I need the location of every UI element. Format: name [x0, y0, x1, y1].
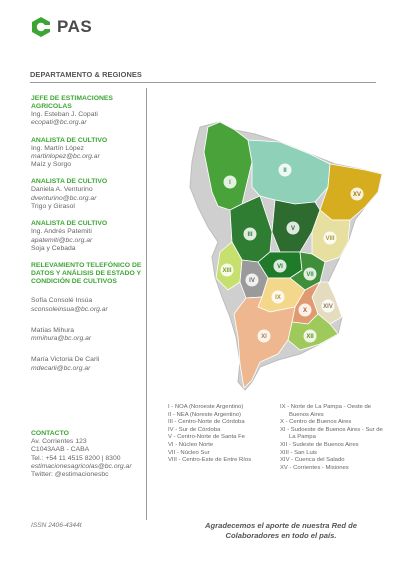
survey-name: Matías Mihura	[31, 326, 75, 334]
legend-item: XV - Corrientes - Misiones	[280, 464, 349, 471]
issn-label: ISSN 2406-4344t	[31, 522, 82, 529]
survey-name: Sofía Consolé Insúa	[31, 297, 93, 305]
legend-item: IV - Sur de Córdoba	[168, 426, 221, 433]
legend-item: XI - Sudoeste de Buenos Aires - Sur de	[280, 426, 383, 433]
survey-person	[31, 356, 143, 373]
contact-section	[31, 430, 143, 479]
contact-twitter[interactable]: Twitter: @estimacionesbc	[31, 471, 109, 479]
staff-role: RELEVAMIENTO TELEFÓNICO DE DATOS Y ANÁLISIS DE ESTADO Y CONDICIÓN DE CULTIVOS	[31, 262, 142, 286]
legend-column-1	[168, 404, 280, 472]
staff-block-analyst-1	[31, 137, 143, 170]
staff-block-analyst-3	[31, 220, 143, 253]
region-XI	[234, 297, 295, 388]
staff-role: ANALISTA DE CULTIVO	[31, 178, 108, 186]
region-label-VIII: VIII	[325, 236, 335, 242]
staff-block-chief	[31, 95, 143, 128]
legend-item: II - NEA (Noreste Argentino)	[168, 411, 242, 418]
legend-item: XIII - San Luis	[280, 449, 317, 456]
staff-name: Ing. Esteban J. Copati	[31, 111, 98, 118]
acknowledgement-text	[168, 521, 394, 541]
staff-email[interactable]: martinlopez@bc.org.ar	[31, 152, 100, 160]
staff-list	[31, 95, 143, 382]
survey-email[interactable]: mmihura@bc.org.ar	[31, 335, 92, 343]
region-label-XIII: XIII	[222, 268, 232, 274]
staff-block-survey	[31, 262, 143, 286]
contact-address: Av. Corrientes 123	[31, 438, 87, 445]
region-label-XI: XI	[261, 334, 267, 340]
region-label-XIV: XIV	[323, 304, 333, 310]
legend-item: Buenos Aires	[289, 411, 324, 418]
region-label-I: I	[229, 180, 231, 186]
staff-role: ANALISTA DE CULTIVO	[31, 136, 108, 144]
contact-phone: Tel.: +54 11 4515 8200 | 8300	[31, 454, 121, 462]
staff-crops: Soja y Cebada	[31, 244, 76, 252]
staff-name: Ing. Andrés Patemiti	[31, 228, 92, 236]
legend-item: X - Centro de Buenos Aires	[280, 419, 352, 426]
region-label-IX: IX	[275, 295, 281, 301]
acknowledgement-line-1: Agradecemos el aporte de nuestra Red de	[205, 521, 357, 530]
region-label-II: II	[283, 168, 287, 174]
legend-item: XIV - Cuenca del Salado	[280, 457, 345, 464]
region-label-VI: VI	[277, 264, 283, 270]
survey-email[interactable]: sconsoleinsua@bc.org.ar	[31, 305, 108, 313]
legend-item: VIII - Centro-Este de Entre Ríos	[168, 457, 252, 464]
section-title: DEPARTAMENTO & REGIONES	[30, 70, 142, 79]
contact-city: C1043AAB - CABA	[31, 446, 90, 454]
staff-crops: Trigo y Girasol	[31, 203, 75, 211]
contact-heading: CONTACTO	[31, 430, 69, 437]
regions-map	[160, 92, 395, 392]
staff-email[interactable]: dventurino@bc.org.ar	[31, 194, 97, 202]
legend-item: XII - Sudeste de Buenos Aires	[280, 441, 359, 448]
legend-item: IX - Norte de La Pampa - Oeste de	[280, 404, 372, 410]
region-label-III: III	[247, 232, 253, 238]
region-label-V: V	[290, 226, 296, 232]
brand-name: PAS	[57, 17, 93, 36]
pas-logo	[30, 16, 92, 38]
legend-column-2	[280, 404, 398, 472]
region-label-XII: XII	[306, 334, 314, 340]
legend-item: V - Centro-Norte de Santa Fe	[168, 434, 245, 441]
legend-item: III - Centro-Norte de Córdoba	[168, 419, 245, 426]
legend-item: VI - Núcleo Norte	[168, 441, 214, 448]
contact-email[interactable]: estimacionesagricolas@bc.org.ar	[31, 462, 132, 470]
staff-role: JEFE DE ESTIMACIONES AGRICOLAS	[31, 95, 113, 110]
staff-role: ANALISTA DE CULTIVO	[31, 220, 108, 228]
region-label-VII: VII	[306, 272, 314, 278]
column-divider	[146, 88, 147, 520]
survey-person	[31, 297, 143, 314]
staff-name: Ing. Martín López	[31, 144, 84, 152]
map-legend	[168, 404, 398, 472]
staff-name: Daniela A. Venturino	[31, 186, 93, 194]
staff-email[interactable]: apatemiti@bc.org.ar	[31, 236, 93, 244]
staff-block-analyst-2	[31, 178, 143, 211]
legend-item: I - NOA (Noroeste Argentino)	[168, 404, 244, 410]
staff-crops: Maíz y Sorgo	[31, 161, 72, 169]
pas-logo-icon	[30, 16, 52, 38]
staff-email[interactable]: ecopati@bc.org.ar	[31, 119, 87, 127]
region-label-X: X	[302, 308, 308, 314]
legend-item: VII - Núcleo Sur	[168, 449, 210, 456]
header-divider	[30, 82, 376, 83]
survey-person	[31, 327, 143, 344]
region-label-IV: IV	[249, 278, 255, 284]
survey-email[interactable]: mdecarli@bc.org.ar	[31, 364, 91, 372]
legend-item: La Pampa	[289, 434, 316, 441]
region-label-XV: XV	[352, 192, 362, 198]
survey-name: María Victoria De Carli	[31, 356, 100, 364]
acknowledgement-line-2: Colaboradores en todo el país.	[225, 531, 337, 540]
